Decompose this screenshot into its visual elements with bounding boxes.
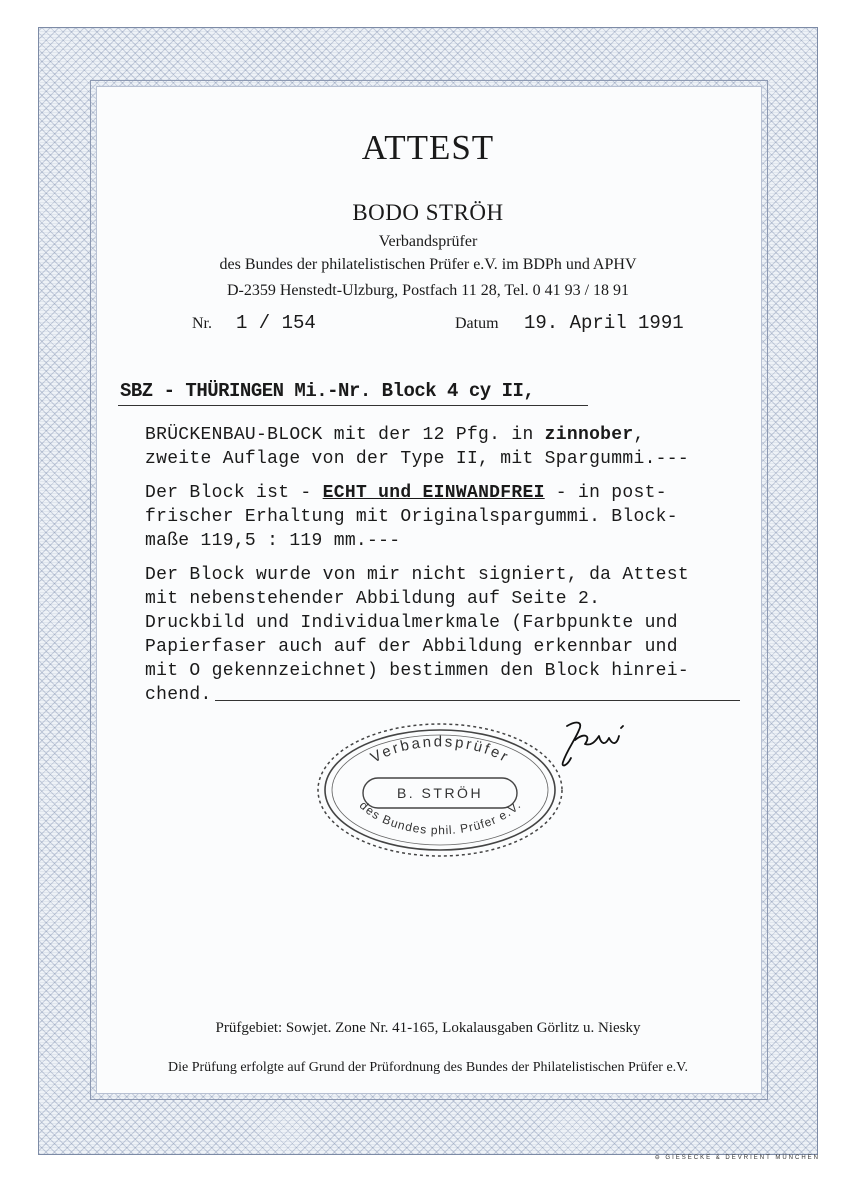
examiner-seal	[305, 712, 575, 867]
text-segment: ,	[633, 425, 645, 445]
text-segment: BRÜCKENBAU-BLOCK mit der 12 Pfg. in	[145, 425, 545, 445]
seal-bottom-text: des Bundes phil. Prüfer e.V.	[356, 798, 524, 838]
stamp-heading: SBZ - THÜRINGEN Mi.-Nr. Block 4 cy II,	[120, 380, 535, 402]
paragraph-3-line-5: mit O gekennzeichnet) bestimmen den Block hinrei-	[145, 661, 689, 681]
verdict-emphasis: ECHT und EINWANDFREI	[322, 483, 545, 503]
seal-top-text: Verbandsprüfer	[367, 733, 513, 767]
datum-value: 19. April 1991	[524, 312, 684, 334]
nr-value: 1 / 154	[236, 312, 316, 334]
seal-center-text: B. STRÖH	[396, 785, 484, 801]
paragraph-2-line-3: maße 119,5 : 119 mm.---	[145, 531, 401, 551]
paragraph-3-line-6: chend.	[145, 685, 212, 705]
examiner-name: BODO STRÖH	[352, 200, 504, 225]
printer-logo-icon: ⊖	[654, 1155, 662, 1161]
paragraph-2-line-1	[145, 483, 667, 503]
paragraph-2-line-2: frischer Erhaltung mit Originalspargummi. Block-	[145, 507, 678, 527]
paragraph-3-line-2: mit nebenstehender Abbildung auf Seite 2.	[145, 589, 601, 609]
certificate-title: ATTEST	[361, 128, 495, 167]
examiner-address: D-2359 Henstedt-Ulzburg, Postfach 11 28, Tel. 0 41 93 / 18 91	[226, 282, 630, 299]
paragraph-1-line-2: zweite Auflage von der Type II, mit Spargummi.---	[145, 449, 689, 469]
datum-label: Datum	[455, 315, 499, 332]
text-segment: - in post-	[544, 483, 667, 503]
paragraph-3-line-3: Druckbild und Individualmerkmale (Farbpunkte und	[145, 613, 678, 633]
examiner-signature	[555, 718, 635, 773]
examination-scope: Prüfgebiet: Sowjet. Zone Nr. 41-165, Lokalausgaben Görlitz u. Niesky	[215, 1020, 641, 1036]
text-segment: Der Block ist -	[145, 483, 323, 503]
printer-imprint	[655, 1154, 820, 1161]
examination-rules-note: Die Prüfung erfolgte auf Grund der Prüfordnung des Bundes der Philatelistischen Prüfer e.V.	[168, 1060, 688, 1075]
nr-label: Nr.	[192, 315, 212, 332]
color-emphasis: zinnober	[544, 425, 634, 445]
paragraph-1-line-1	[145, 425, 645, 445]
paragraph-3-line-4: Papierfaser auch auf der Abbildung erkennbar und	[145, 637, 678, 657]
fill-line	[215, 700, 740, 701]
examiner-association: des Bundes der philatelistischen Prüfer e.V. im BDPh und APHV	[219, 256, 637, 273]
examiner-role: Verbandsprüfer	[378, 233, 478, 250]
printer-name: GIESECKE & DEVRIENT MÜNCHEN	[665, 1155, 820, 1161]
heading-underline	[118, 405, 588, 406]
paragraph-3-line-1: Der Block wurde von mir nicht signiert, da Attest	[145, 565, 689, 585]
